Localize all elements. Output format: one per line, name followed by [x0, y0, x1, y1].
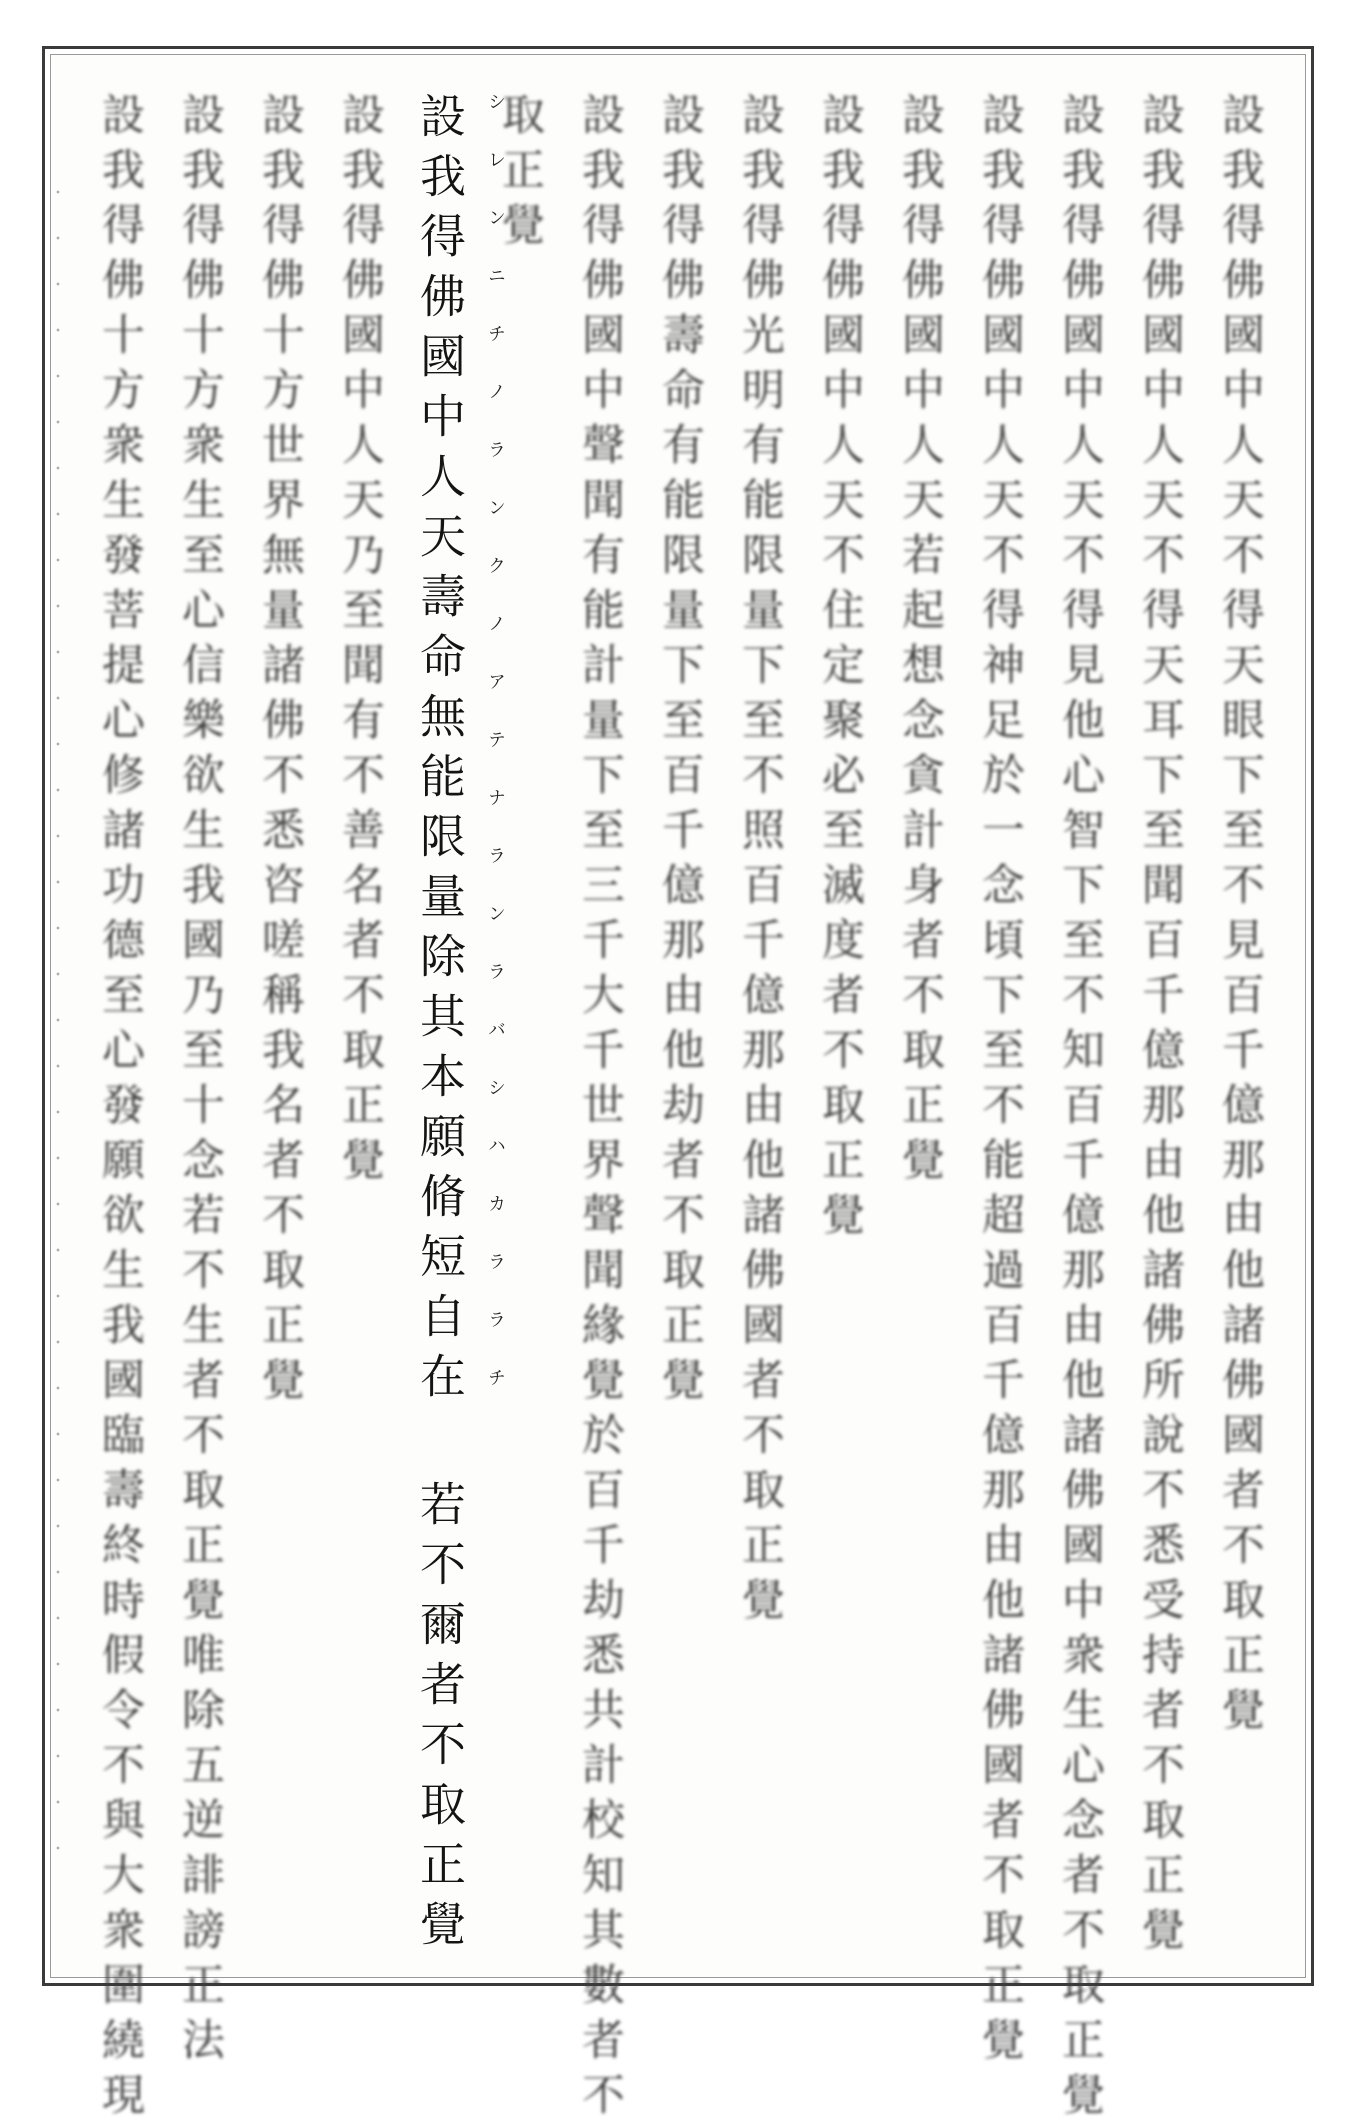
text-column: 設我得佛十方衆生至心信樂欲生我國乃至十念若不生者不取正覺唯除五逆誹謗正法 — [175, 92, 225, 2072]
text-column: 設我得佛國中人天不住定聚必至滅度者不取正覺 — [815, 92, 865, 1247]
text-column: 設我得佛十方世界無量諸佛不悉咨嗟稱我名者不取正覺 — [255, 92, 305, 1412]
focused-text-column: 設我得佛國中人天壽命無能限量除其本願脩短自在 若不爾者不取正覺 — [413, 92, 467, 1960]
text-column: 設我得佛國中人天不得天眼下至不見百千億那由他諸佛國者不取正覺 — [1215, 92, 1265, 1742]
text-column: 設我得佛國中人天不得見他心智下至不知百千億那由他諸佛國中衆生心念者不取正覺 — [1055, 92, 1105, 2127]
text-column: 設我得佛十方衆生發菩提心修諸功德至心發願欲生我國臨壽終時假令不與大衆圍繞現 — [95, 92, 145, 2127]
text-column: 設我得佛國中人天不得天耳下至聞百千億那由他諸佛所說不悉受持者不取正覺 — [1135, 92, 1185, 1962]
text-column-continuation: 取正覺 — [495, 92, 545, 257]
margin-dots — [51, 169, 65, 1869]
text-column: 設我得佛國中人天不得神足於一念頃下至不能超過百千億那由他諸佛國者不取正覺 — [975, 92, 1025, 2072]
text-column: 設我得佛國中聲聞有能計量下至三千大千世界聲聞緣覺於百千劫悉共計校知其數者不 — [575, 92, 625, 2127]
text-column: 設我得佛壽命有能限量下至百千億那由他劫者不取正覺 — [655, 92, 705, 1412]
text-column: 設我得佛光明有能限量下至不照百千億那由他諸佛國者不取正覺 — [735, 92, 785, 1632]
text-column: 設我得佛國中人天若起想念貪計身者不取正覺 — [895, 92, 945, 1192]
vertical-text-body — [80, 92, 1280, 2127]
kana-glosses: シレンニチノランクノアテナランラバシハカララチ — [485, 92, 506, 1426]
text-column: 設我得佛國中人天乃至聞有不善名者不取正覺 — [335, 92, 385, 1192]
